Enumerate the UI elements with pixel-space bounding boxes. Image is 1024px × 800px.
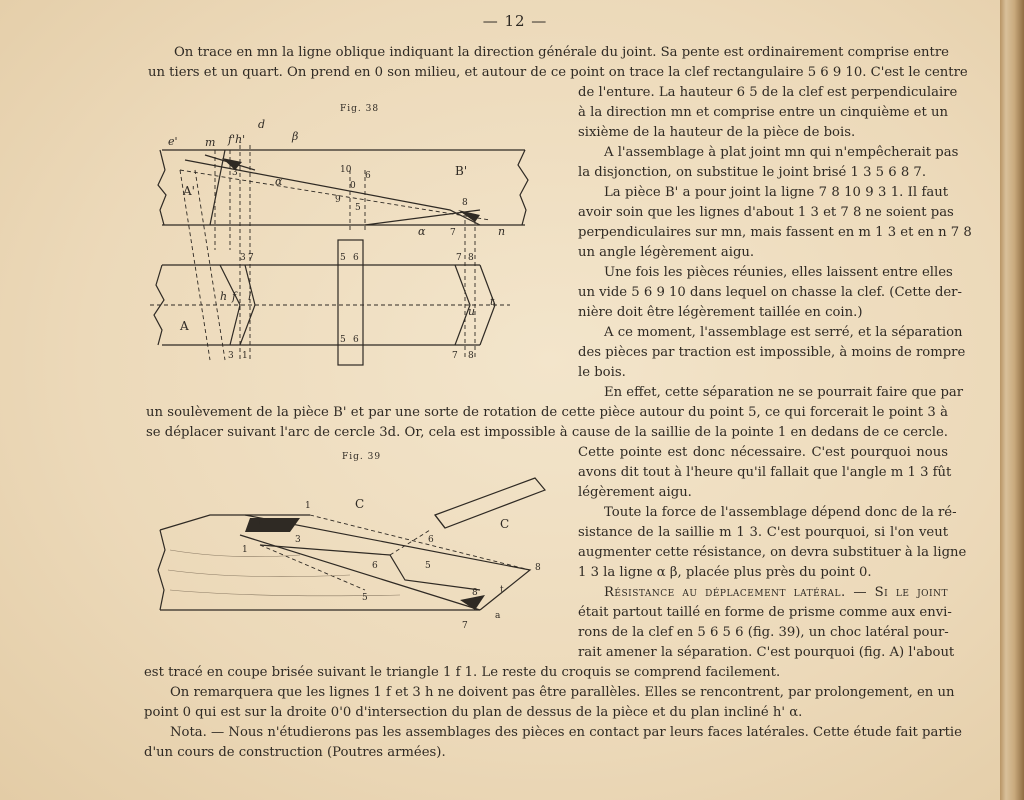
fig39-label: 1: [242, 545, 248, 555]
text-line: nière doit être légèrement taillée en coin.): [578, 305, 863, 320]
fig39-label: a: [495, 611, 501, 621]
fig38-label: h: [220, 290, 228, 303]
text-line: sixième de la hauteur de la pièce de bois.: [578, 125, 856, 140]
fig38-label: 8: [462, 198, 468, 208]
text-line: Cette pointe est donc nécessaire. C'est pourquoi nous: [578, 445, 948, 460]
fig38-label: 6: [365, 171, 371, 181]
text-line: A ce moment, l'assemblage est serré, et la séparation: [604, 325, 963, 340]
fig39-label: 7: [462, 621, 468, 630]
fig38-label: l: [248, 290, 252, 303]
fig38-label: 5: [340, 253, 346, 263]
text-line: d'un cours de construction (Poutres armées).: [144, 745, 446, 760]
fig38-label: 6: [353, 253, 359, 263]
page-number: — 12 —: [482, 12, 548, 30]
fig38-label: d: [258, 118, 266, 131]
text-line: En effet, cette séparation ne se pourrait faire que par: [604, 385, 964, 400]
text-line: le bois.: [578, 365, 626, 380]
fig38-label: 7: [456, 253, 462, 263]
fig38-label: 1: [242, 351, 248, 361]
text-line: perpendiculaires sur mn, mais fassent en m 1 3 et en n 7 8: [578, 225, 972, 240]
text-line: des pièces par traction est impossible, à moins de rompre: [578, 345, 966, 360]
text-line: rait amener la séparation. C'est pourquoi (fig. A) l'about: [578, 645, 955, 660]
fig39-label: 8: [472, 588, 478, 598]
fig38-label: m: [205, 136, 216, 149]
fig39-label: C: [500, 517, 510, 531]
fig38-label: f'h': [228, 133, 246, 146]
figure-39-caption: Fig. 39: [342, 452, 382, 462]
text-line: légèrement aigu.: [578, 485, 692, 500]
fig38-label: 6: [353, 335, 359, 345]
fig38-label: 8: [468, 253, 474, 263]
fig39-label: 8: [535, 563, 541, 573]
text-line: avoir soin que les lignes d'about 1 3 et 7 8 ne soient pas: [578, 205, 954, 220]
fig38-label: A': [183, 184, 195, 198]
fig38-label: α: [418, 225, 426, 238]
fig39-label: 5: [425, 561, 431, 571]
text-line: un angle légèrement aigu.: [578, 245, 755, 260]
text-line: point 0 qui est sur la droite 0'0 d'intersection du plan de dessus de la pièce et du plan incliné h' α.: [144, 705, 803, 720]
text-line: A l'assemblage à plat joint mn qui n'empêcherait pas: [604, 145, 959, 160]
fig38-label: 10: [340, 165, 352, 175]
fig38-label: 7: [450, 228, 456, 238]
text-line: avons dit tout à l'heure qu'il fallait que l'angle m 1 3 fût: [578, 465, 952, 480]
section-heading-line: Résistance au déplacement latéral. — Si le joint: [604, 585, 948, 600]
fig39-label: t: [500, 585, 504, 595]
text-line: La pièce B' a pour joint la ligne 7 8 10 9 3 1. Il faut: [604, 185, 948, 200]
text-line: est tracé en coupe brisée suivant le triangle 1 f 1. Le reste du croquis se comprend facilement.: [144, 665, 781, 680]
fig38-label: 5: [340, 335, 346, 345]
text-line: rons de la clef en 5 6 5 6 (fig. 39), un choc latéral pour-: [578, 625, 949, 640]
fig39-label: f: [258, 518, 262, 528]
fig38-label: 3: [232, 168, 238, 178]
fig38-label: 3: [228, 351, 234, 361]
text-line: 1 3 la ligne α β, placée plus près du point 0.: [578, 565, 872, 580]
fig39-label: 6: [428, 535, 434, 545]
fig38-label: B': [455, 164, 468, 178]
text-line: Toute la force de l'assemblage dépend donc de la ré-: [604, 505, 957, 520]
text-line: augmenter cette résistance, on devra substituer à la ligne: [578, 545, 967, 560]
text-line: se déplacer suivant l'arc de cercle 3d. Or, cela est impossible à cause de la saillie de la pointe 1 en dedans de ce cercle.: [146, 425, 948, 440]
fig39-label: C: [355, 497, 365, 511]
fig38-label: n: [498, 225, 506, 238]
text-line: un soulèvement de la pièce B' et par une sorte de rotation de cette pièce autour du point 5, ce qui forcerait le point 3 à: [146, 405, 948, 420]
text-line: On trace en mn la ligne oblique indiquant la direction générale du joint. Sa pente est ordinairement comprise entre: [174, 45, 949, 60]
fig39-label: 1: [305, 501, 311, 511]
figure-38-caption: Fig. 38: [340, 104, 380, 114]
fig38-label: 8: [468, 351, 474, 361]
text-line: de l'enture. La hauteur 6 5 de la clef est perpendiculaire: [578, 85, 958, 100]
fig38-label: 0: [350, 181, 356, 191]
text-line: un vide 5 6 9 10 dans lequel on chasse la clef. (Cette der-: [578, 285, 962, 300]
fig38-label: α: [275, 175, 283, 188]
text-line: sistance de la saillie m 1 3. C'est pourquoi, si l'on veut: [578, 525, 948, 540]
fig38-label: 7: [452, 351, 458, 361]
fig38-label: β: [292, 130, 299, 143]
fig39-label: 6: [372, 561, 378, 571]
fig39-label: 5: [362, 593, 368, 603]
fig38-label: 7: [248, 253, 254, 263]
fig38-label: 9: [335, 195, 341, 205]
fig38-label: 5: [355, 203, 361, 213]
text-line: On remarquera que les lignes 1 f et 3 h ne doivent pas être parallèles. Elles se rencontrent, par prolongement, en un: [170, 685, 955, 700]
text-line: un tiers et un quart. On prend en 0 son milieu, et autour de ce point on trace la clef rectangulaire 5 6 9 10. C'est le centre: [148, 65, 968, 80]
fig38-label: e': [168, 135, 178, 148]
figure-38-diagram: [150, 110, 540, 370]
text-line: était partout taillé en forme de prisme comme aux envi-: [578, 605, 952, 620]
fig38-label: A: [180, 319, 189, 333]
text-line: Une fois les pièces réunies, elles laissent entre elles: [604, 265, 953, 280]
text-line: la disjonction, on substitue le joint brisé 1 3 5 6 8 7.: [578, 165, 927, 180]
text-line: à la direction mn et comprise entre un cinquième et un: [578, 105, 948, 120]
text-line: Nota. — Nous n'étudierons pas les assemblages des pièces en contact par leurs faces latérales. Cette étude fait partie: [170, 725, 962, 740]
fig38-label: u: [468, 305, 476, 318]
fig38-label: 3: [240, 253, 246, 263]
fig38-label: f: [232, 290, 237, 303]
book-spine: [1000, 0, 1024, 800]
figure-39-diagram: [150, 470, 550, 630]
fig39-label: 3: [295, 535, 301, 545]
fig38-label: t: [490, 295, 495, 308]
